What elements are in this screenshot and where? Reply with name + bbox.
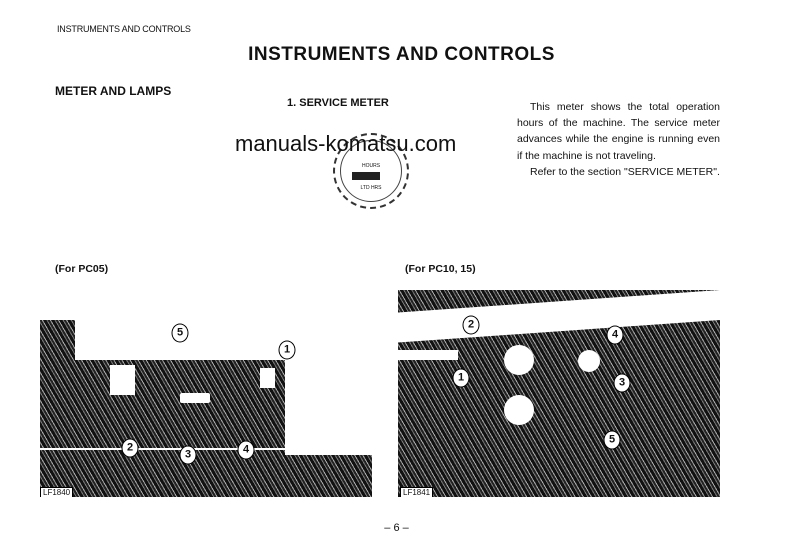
figure-caption-pc10-15: (For PC10, 15) [405,263,476,275]
page-number: – 6 – [384,522,409,534]
photo-pc10-15-dashboard [398,290,720,497]
running-header: INSTRUMENTS AND CONTROLS [57,24,191,34]
figure-code: LF1841 [400,487,433,497]
callout-4: 4 [238,441,255,460]
figure-caption-pc05: (For PC05) [55,263,109,275]
callout-3: 3 [614,374,631,393]
paragraph: This meter shows the total operation hours of the machine. The service meter advances while the engine is running even if the machine is not traveling. [517,101,720,162]
figure-code: LF1840 [40,487,73,497]
paragraph: Refer to the section "SERVICE METER". [530,165,720,178]
section-heading: METER AND LAMPS [55,84,172,98]
page-title: INSTRUMENTS AND CONTROLS [248,44,555,65]
body-text [517,99,720,180]
meter-label-bottom: LTD HRS [360,185,382,191]
callout-5: 5 [172,324,189,343]
callout-1: 1 [453,369,470,388]
callout-2: 2 [122,439,139,458]
callout-1: 1 [279,341,296,360]
meter-counter-window [352,172,380,180]
subsection-heading: 1. SERVICE METER [287,97,389,109]
watermark: manuals-komatsu.com [235,131,457,156]
photo-pc05-dashboard [40,290,372,497]
callout-2: 2 [463,316,480,335]
callout-4: 4 [607,326,624,345]
meter-label-top: HOURS [361,163,381,169]
callout-5: 5 [604,431,621,450]
callout-3: 3 [180,446,197,465]
